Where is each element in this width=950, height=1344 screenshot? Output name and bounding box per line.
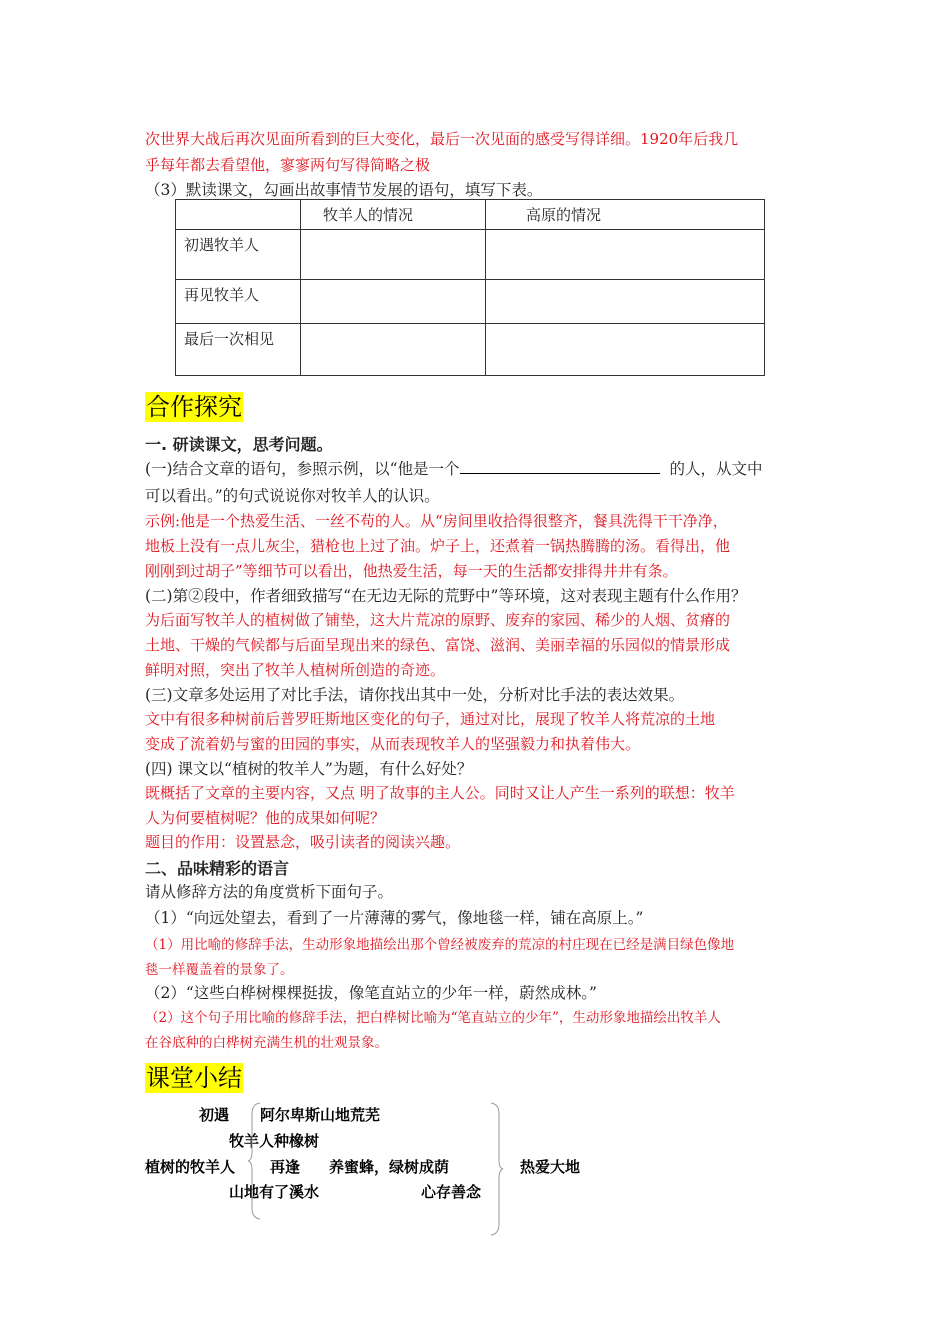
q1-text-a: (一)结合文章的语句，参照示例，以“他是一个 (145, 460, 460, 478)
s2-answer-2: 在谷底种的白桦树充满生机的壮观景象。 (145, 1035, 388, 1051)
table-header-shepherd: 牧羊人的情况 (301, 200, 486, 230)
table-cell (486, 230, 765, 280)
q4-answer-3: 题目的作用：设置悬念，吸引读者的阅读兴趣。 (145, 833, 461, 851)
q1-text (145, 457, 763, 479)
q2-answer-2: 土地、干燥的气候都与后面呈现出来的绿色、富饶、滋润、美丽幸福的乐园似的情景形成 (145, 636, 731, 654)
summary-zaifeng: 再逢 (270, 1158, 301, 1176)
q1-text-c: 可以看出。”的句式说说你对牧羊人的认识。 (145, 487, 440, 505)
summary-line4-left: 山地有了溪水 (229, 1183, 320, 1201)
top-answer-line2: 乎每年都去看望他，寥寥两句写得简略之极 (145, 156, 431, 174)
section-heading-summary: 课堂小结 (146, 1064, 242, 1092)
summary-line2: 牧羊人种橡树 (229, 1132, 320, 1150)
table-row-label: 初遇牧羊人 (176, 230, 301, 280)
q1-answer-3: 刚刚到过胡子”等细节可以看出，他热爱生活，每一天的生活都安排得井井有条。 (145, 562, 678, 580)
q1-answer-1: 示例:他是一个热爱生活、一丝不苟的人。从“房间里收拾得很整齐，餐具洗得干干净净， (145, 512, 728, 530)
part2-intro: 请从修辞方法的角度赏析下面句子。 (145, 883, 394, 901)
q2-text: (二)第②段中，作者细致描写“在无边无际的荒野中”等环境，这对表现主题有什么作用？ (145, 587, 747, 605)
s1-answer-2: 毯一样覆盖着的景象了。 (145, 962, 294, 978)
summary-line3-right: 养蜜蜂，绿树成荫 (329, 1158, 450, 1176)
q1-text-b: 的人，从文中 (669, 460, 763, 478)
table-cell (301, 280, 486, 324)
summary-line4-right: 心存善念 (421, 1183, 482, 1201)
q2-answer-1: 为后面写牧羊人的植树做了铺垫，这大片荒凉的原野、废弃的家园、稀少的人烟、贫瘠的 (145, 611, 731, 629)
table-header-plateau: 高原的情况 (486, 200, 765, 230)
table-row-label: 再见牧羊人 (176, 280, 301, 324)
part1-title: 一. 研读课文，思考问题。 (145, 435, 333, 454)
summary-line1-right: 阿尔卑斯山地荒芜 (260, 1106, 381, 1124)
left-brace-icon (248, 1102, 262, 1220)
q3-text: (三)文章多处运用了对比手法，请你找出其中一处，分析对比手法的表达效果。 (145, 686, 685, 704)
summary-chuyu: 初遇 (199, 1106, 230, 1124)
s2-answer-1: （2）这个句子用比喻的修辞手法，把白桦树比喻为“笔直站立的少年”，生动形象地描绘出牧羊人 (145, 1010, 721, 1026)
q1-answer-2: 地板上没有一点儿灰尘，猎枪也上过了油。炉子上，还煮着一锅热腾腾的汤。看得出，他 (145, 537, 731, 555)
summary-conclusion: 热爱大地 (520, 1158, 581, 1176)
q4-text: (四) 课文以“植树的牧羊人”为题，有什么好处？ (145, 760, 473, 778)
table-header-empty (176, 200, 301, 230)
q3-answer-2: 变成了流着奶与蜜的田园的事实，从而表现牧羊人的坚强毅力和执着伟大。 (145, 735, 641, 753)
s1-text: （1）“向远处望去，看到了一片薄薄的雾气，像地毯一样，铺在高原上。” (145, 909, 644, 927)
table-cell (301, 324, 486, 376)
s2-text: （2）“这些白桦树棵棵挺拔，像笔直站立的少年一样，蔚然成林。” (145, 984, 597, 1002)
s1-answer-1: （1）用比喻的修辞手法，生动形象地描绘出那个曾经被废弃的荒凉的村庄现在已经是满目绿色像地 (145, 937, 735, 953)
question-3: （3）默读课文，勾画出故事情节发展的语句，填写下表。 (145, 181, 543, 199)
section-heading-hezuo: 合作探究 (146, 393, 242, 421)
top-answer-line1: 次世界大战后再次见面所看到的巨大变化，最后一次见面的感受写得详细。1920年后我几 (145, 130, 739, 148)
table-row-label: 最后一次相见 (176, 324, 301, 376)
q3-answer-1: 文中有很多种树前后普罗旺斯地区变化的句子，通过对比，展现了牧羊人将荒凉的土地 (145, 710, 716, 728)
table-cell (486, 280, 765, 324)
table-cell (301, 230, 486, 280)
right-brace-icon (490, 1102, 504, 1236)
plot-table (175, 199, 765, 376)
summary-title: 植树的牧羊人 (145, 1158, 236, 1176)
q4-answer-1: 既概括了文章的主要内容，又点 明了故事的主人公。同时又让人产生一系列的联想：牧羊 (145, 784, 735, 802)
part2-title: 二、品味精彩的语言 (145, 859, 290, 878)
answer-blank (460, 458, 660, 474)
q2-answer-3: 鲜明对照，突出了牧羊人植树所创造的奇迹。 (145, 661, 446, 679)
table-cell (486, 324, 765, 376)
q4-answer-2: 人为何要植树呢？他的成果如何呢？ (145, 809, 386, 827)
